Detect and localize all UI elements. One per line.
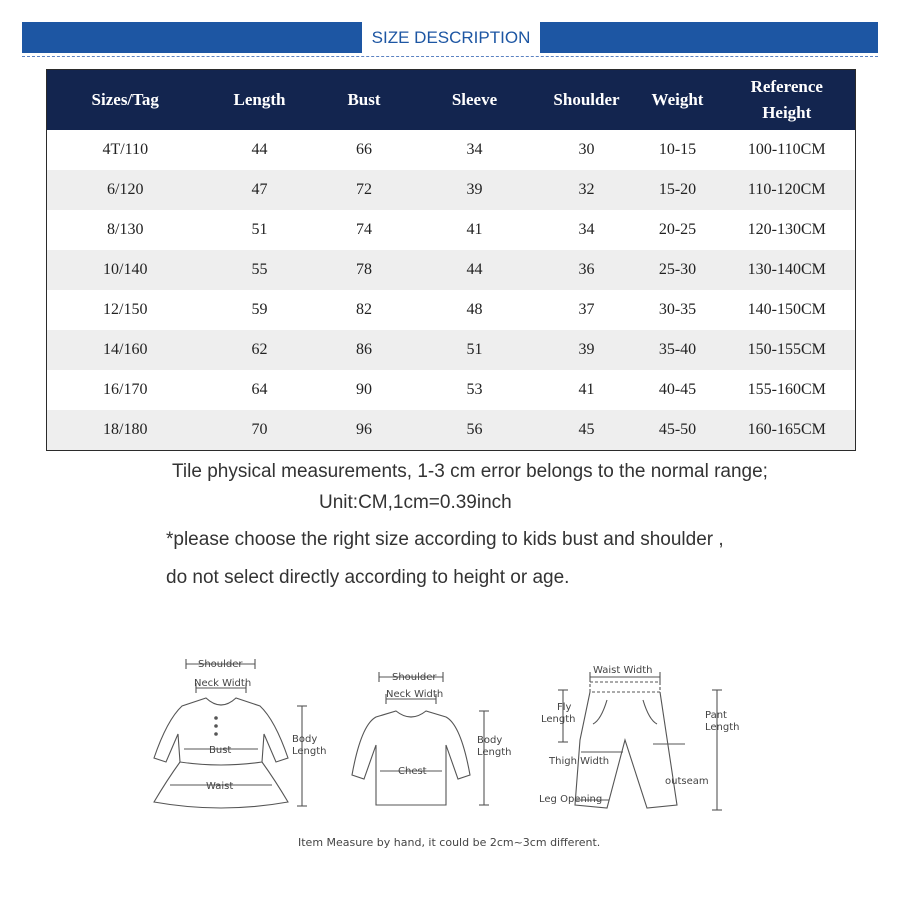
pants-leg-opening-label: Leg Opening [539,794,603,805]
table-header-row [47,70,856,131]
size-table [46,69,856,451]
pants-fly-length-label: Length [541,714,576,725]
table-cell: 34 [537,210,637,250]
table-row [47,410,856,451]
table-cell: 70 [204,410,316,451]
table-cell: 44 [413,250,537,290]
table-cell: 41 [537,370,637,410]
shirt-body-length-label: Body [477,735,503,746]
table-cell: 16/170 [47,370,204,410]
table-cell: 41 [413,210,537,250]
table-cell: 150-155CM [719,330,856,370]
table-cell: 66 [316,130,413,170]
table-cell: 39 [413,170,537,210]
table-cell: 10/140 [47,250,204,290]
shirt-neck-label: Neck Width [386,689,444,700]
table-row [47,170,856,210]
table-row [47,370,856,410]
table-cell: 15-20 [637,170,719,210]
table-cell: 30-35 [637,290,719,330]
column-header: Bust [316,70,413,131]
size-advice-note-2: do not select directly according to height or age. [166,567,570,588]
table-cell: 25-30 [637,250,719,290]
pants-outseam-label: outseam [665,776,709,787]
shirt-shoulder-label: Shoulder [392,672,437,683]
table-cell: 110-120CM [719,170,856,210]
pants-thigh-label: Thigh Width [549,756,610,767]
table-cell: 45 [537,410,637,451]
table-cell: 74 [316,210,413,250]
pants-measure-diagram [535,660,755,825]
measurement-note: Tile physical measurements, 1-3 cm error belongs to the normal range; [172,461,768,482]
table-cell: 20-25 [637,210,719,250]
table-cell: 64 [204,370,316,410]
shirt-chest-label: Chest [398,766,427,777]
page-title: SIZE DESCRIPTION [371,28,531,47]
dress-neck-label: Neck Width [194,678,252,689]
table-cell: 37 [537,290,637,330]
table-cell: 56 [413,410,537,451]
header-divider [22,56,878,57]
table-cell: 53 [413,370,537,410]
table-cell: 78 [316,250,413,290]
dress-waist-label: Waist [206,781,234,792]
table-cell: 55 [204,250,316,290]
table-row [47,250,856,290]
pants-length-label: Pant [705,710,727,721]
table-cell: 32 [537,170,637,210]
shirt-measure-diagram [336,665,526,825]
table-cell: 4T/110 [47,130,204,170]
column-header: Length [204,70,316,131]
table-cell: 10-15 [637,130,719,170]
table-cell: 6/120 [47,170,204,210]
table-cell: 14/160 [47,330,204,370]
table-cell: 72 [316,170,413,210]
column-header: Sizes/Tag [47,70,204,131]
table-row [47,330,856,370]
pants-length-label-2: Length [705,722,740,733]
pants-fly-label: Fly [557,702,572,713]
table-cell: 8/130 [47,210,204,250]
table-cell: 59 [204,290,316,330]
table-cell: 18/180 [47,410,204,451]
table-cell: 51 [204,210,316,250]
shirt-body-length-label-2: Length [477,747,512,758]
table-cell: 82 [316,290,413,330]
table-cell: 86 [316,330,413,370]
table-cell: 96 [316,410,413,451]
column-header: Sleeve [413,70,537,131]
table-cell: 90 [316,370,413,410]
table-cell: 45-50 [637,410,719,451]
table-cell: 44 [204,130,316,170]
table-cell: 35-40 [637,330,719,370]
table-cell: 12/150 [47,290,204,330]
dress-measure-diagram [140,650,340,830]
table-cell: 160-165CM [719,410,856,451]
measurement-footnote: Item Measure by hand, it could be 2cm~3cm different. [298,836,601,849]
table-cell: 39 [537,330,637,370]
dress-bust-label: Bust [209,745,232,756]
table-cell: 34 [413,130,537,170]
table-row [47,210,856,250]
table-cell: 30 [537,130,637,170]
table-cell: 47 [204,170,316,210]
size-advice-note: *please choose the right size according to kids bust and shoulder , [166,529,724,550]
pants-waist-label: Waist Width [593,665,653,676]
table-cell: 130-140CM [719,250,856,290]
table-cell: 155-160CM [719,370,856,410]
table-cell: 140-150CM [719,290,856,330]
dress-body-length-label-2: Length [292,746,327,757]
table-cell: 51 [413,330,537,370]
table-row [47,130,856,170]
header-band-left [22,22,362,53]
table-cell: 40-45 [637,370,719,410]
table-cell: 48 [413,290,537,330]
dress-shoulder-label: Shoulder [198,659,243,670]
column-header: Shoulder [537,70,637,131]
table-row [47,290,856,330]
table-cell: 62 [204,330,316,370]
dress-body-length-label: Body [292,734,318,745]
table-cell: 100-110CM [719,130,856,170]
header-band-right [540,22,878,53]
table-cell: 36 [537,250,637,290]
column-header: Weight [637,70,719,131]
table-cell: 120-130CM [719,210,856,250]
column-header: Reference Height [719,70,856,131]
unit-note: Unit:CM,1cm=0.39inch [319,492,512,513]
